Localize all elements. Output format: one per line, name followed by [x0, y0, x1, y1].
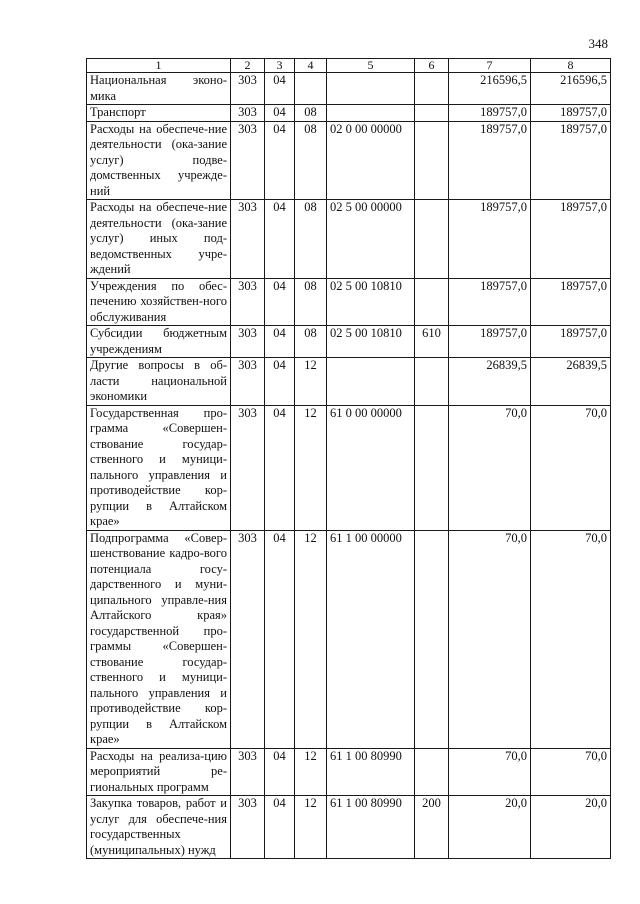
row-subsection-code: 08	[295, 105, 327, 122]
column-header: 1	[87, 59, 231, 73]
row-target-code: 02 5 00 00000	[327, 200, 415, 279]
row-admin-code: 303	[231, 278, 265, 326]
row-section-code: 04	[265, 326, 295, 358]
row-target-code: 61 1 00 80990	[327, 796, 415, 859]
table-row	[87, 530, 611, 748]
row-expense-type-code	[415, 530, 449, 748]
row-amount-col8: 20,0	[531, 796, 611, 859]
row-amount-col8: 189757,0	[531, 326, 611, 358]
row-subsection-code: 12	[295, 358, 327, 406]
row-expense-type-code	[415, 105, 449, 122]
row-name: Другие вопросы в об-ласти национальной экономики	[87, 358, 231, 406]
header-row	[87, 59, 611, 73]
row-expense-type-code	[415, 121, 449, 200]
row-amount-col7: 189757,0	[449, 121, 531, 200]
table-row	[87, 278, 611, 326]
row-target-code: 61 1 00 00000	[327, 530, 415, 748]
row-name: Закупка товаров, работ и услуг для обеспече-ния государственных (муниципальных) нужд	[87, 796, 231, 859]
row-section-code: 04	[265, 200, 295, 279]
table-row	[87, 748, 611, 796]
row-subsection-code	[295, 73, 327, 105]
row-admin-code: 303	[231, 121, 265, 200]
row-subsection-code: 12	[295, 405, 327, 530]
budget-table	[86, 58, 611, 859]
row-expense-type-code: 610	[415, 326, 449, 358]
row-expense-type-code	[415, 358, 449, 406]
row-target-code: 02 5 00 10810	[327, 278, 415, 326]
row-expense-type-code	[415, 73, 449, 105]
column-header: 7	[449, 59, 531, 73]
row-name: Транспорт	[87, 105, 231, 122]
table-row	[87, 121, 611, 200]
column-header: 5	[327, 59, 415, 73]
row-name: Национальная эконо-мика	[87, 73, 231, 105]
row-expense-type-code: 200	[415, 796, 449, 859]
row-target-code: 02 0 00 00000	[327, 121, 415, 200]
row-section-code: 04	[265, 796, 295, 859]
column-header: 3	[265, 59, 295, 73]
row-admin-code: 303	[231, 105, 265, 122]
row-name: Расходы на реализа-цию мероприятий ре-гиональных программ	[87, 748, 231, 796]
row-name: Субсидии бюджетным учреждениям	[87, 326, 231, 358]
row-amount-col7: 216596,5	[449, 73, 531, 105]
row-section-code: 04	[265, 748, 295, 796]
row-subsection-code: 08	[295, 200, 327, 279]
row-target-code: 61 0 00 00000	[327, 405, 415, 530]
table-row	[87, 105, 611, 122]
row-name: Расходы на обеспече-ние деятельности (ока-зание услуг) подве-домственных учрежде-ний	[87, 121, 231, 200]
table-row	[87, 73, 611, 105]
page-number: 348	[588, 36, 608, 51]
row-subsection-code: 08	[295, 121, 327, 200]
row-name: Подпрограмма «Совер-шенствование кадро-вого потенциала госу-дарственного и муни-ципального управле-ния Алтайского края» государственной про-граммы «Совершен-ствование государ-ственного и муници-пального управления и противодействие кор-рупции в Алтайском крае»	[87, 530, 231, 748]
row-amount-col8: 189757,0	[531, 121, 611, 200]
row-admin-code: 303	[231, 326, 265, 358]
row-amount-col8: 216596,5	[531, 73, 611, 105]
row-admin-code: 303	[231, 796, 265, 859]
row-target-code	[327, 73, 415, 105]
row-amount-col8: 70,0	[531, 530, 611, 748]
row-section-code: 04	[265, 73, 295, 105]
row-section-code: 04	[265, 105, 295, 122]
row-subsection-code: 12	[295, 748, 327, 796]
row-amount-col7: 20,0	[449, 796, 531, 859]
row-amount-col7: 189757,0	[449, 326, 531, 358]
column-header: 8	[531, 59, 611, 73]
row-amount-col7: 189757,0	[449, 200, 531, 279]
row-target-code	[327, 358, 415, 406]
row-amount-col8: 189757,0	[531, 105, 611, 122]
row-amount-col7: 70,0	[449, 405, 531, 530]
table-row	[87, 796, 611, 859]
row-amount-col8: 189757,0	[531, 200, 611, 279]
row-subsection-code: 08	[295, 278, 327, 326]
row-amount-col7: 70,0	[449, 530, 531, 748]
row-section-code: 04	[265, 278, 295, 326]
row-expense-type-code	[415, 278, 449, 326]
row-amount-col8: 70,0	[531, 748, 611, 796]
row-subsection-code: 12	[295, 530, 327, 748]
row-target-code	[327, 105, 415, 122]
row-amount-col7: 70,0	[449, 748, 531, 796]
column-header: 2	[231, 59, 265, 73]
row-subsection-code: 12	[295, 796, 327, 859]
row-name: Учреждения по обес-печению хозяйствен-ного обслуживания	[87, 278, 231, 326]
table-row	[87, 326, 611, 358]
row-amount-col8: 70,0	[531, 405, 611, 530]
column-header: 6	[415, 59, 449, 73]
row-target-code: 61 1 00 80990	[327, 748, 415, 796]
row-amount-col8: 189757,0	[531, 278, 611, 326]
row-expense-type-code	[415, 405, 449, 530]
table-body	[87, 73, 611, 859]
row-amount-col7: 189757,0	[449, 278, 531, 326]
row-expense-type-code	[415, 748, 449, 796]
table-row	[87, 405, 611, 530]
row-admin-code: 303	[231, 748, 265, 796]
row-admin-code: 303	[231, 530, 265, 748]
row-admin-code: 303	[231, 405, 265, 530]
table-row	[87, 200, 611, 279]
row-target-code: 02 5 00 10810	[327, 326, 415, 358]
row-section-code: 04	[265, 405, 295, 530]
row-subsection-code: 08	[295, 326, 327, 358]
row-expense-type-code	[415, 200, 449, 279]
row-section-code: 04	[265, 358, 295, 406]
row-name: Государственная про-грамма «Совершен-ствование государ-ственного и муници-пального управления и противодействие кор-рупции в Алтайском крае»	[87, 405, 231, 530]
column-header: 4	[295, 59, 327, 73]
row-admin-code: 303	[231, 358, 265, 406]
row-amount-col7: 26839,5	[449, 358, 531, 406]
row-section-code: 04	[265, 121, 295, 200]
row-section-code: 04	[265, 530, 295, 748]
row-amount-col8: 26839,5	[531, 358, 611, 406]
row-admin-code: 303	[231, 200, 265, 279]
row-admin-code: 303	[231, 73, 265, 105]
row-name: Расходы на обеспече-ние деятельности (ока-зание услуг) иных под-ведомственных учре-ждений	[87, 200, 231, 279]
row-amount-col7: 189757,0	[449, 105, 531, 122]
table-row	[87, 358, 611, 406]
